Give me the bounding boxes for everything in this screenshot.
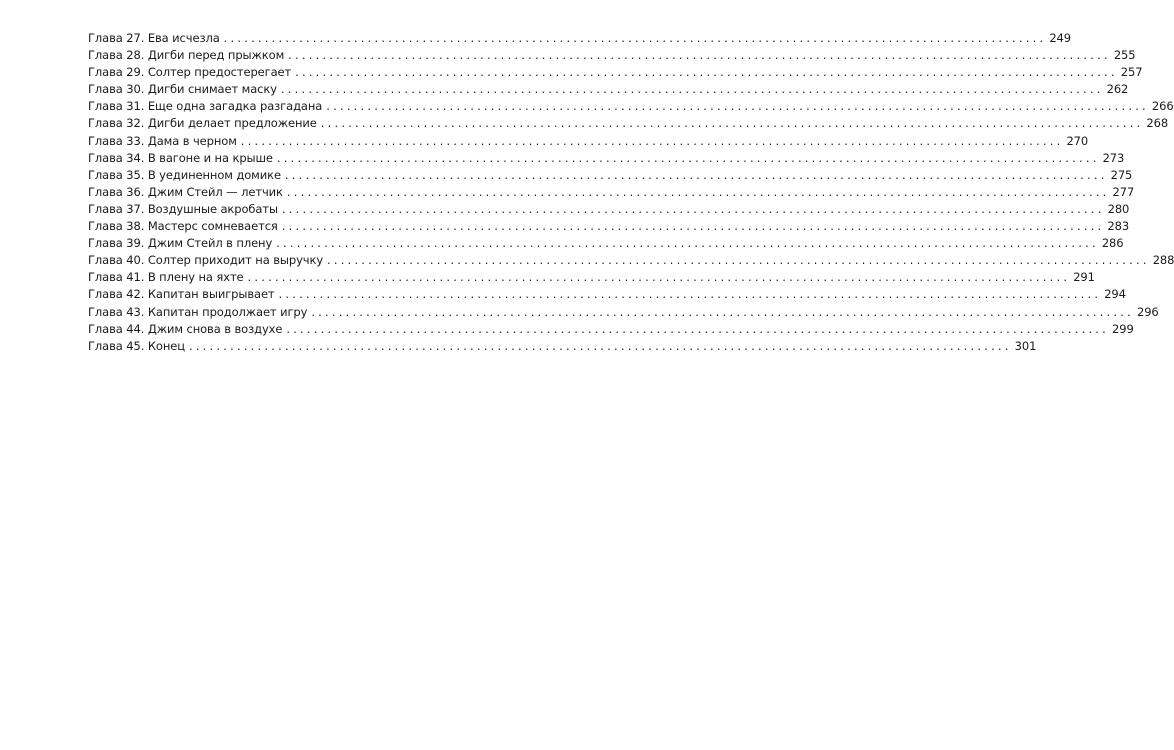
toc-entry-page: 266 xyxy=(1151,99,1174,114)
toc-entry xyxy=(88,269,1095,286)
toc-entry-page: 286 xyxy=(1101,236,1124,251)
toc-entry-title: Глава 42. Капитан выигрывает xyxy=(88,287,275,302)
toc-entry-title: Глава 33. Дама в черном xyxy=(88,133,237,148)
toc-entry-title: Глава 37. Воздушные акробаты xyxy=(88,201,278,216)
toc-leader-dots: ........................................................................................................................ xyxy=(278,287,1102,302)
toc-leader-dots: ........................................................................................................................ xyxy=(326,99,1149,114)
toc-entry-title: Глава 27. Ева исчезла xyxy=(88,31,220,45)
toc-entry xyxy=(88,184,1135,201)
toc-entry-page: 294 xyxy=(1104,287,1126,302)
toc-entry-page: 262 xyxy=(1106,82,1129,97)
toc-leader-dots: ........................................................................................................................ xyxy=(188,338,1012,353)
toc-entry-page: 273 xyxy=(1102,150,1125,165)
toc-entry xyxy=(88,98,1174,115)
toc-leader-dots: ........................................................................................................................ xyxy=(240,133,1064,148)
toc-entry xyxy=(88,304,1159,321)
toc-entry-title: Глава 43. Капитан продолжает игру xyxy=(88,304,308,319)
toc-entry-page: 301 xyxy=(1014,338,1037,353)
toc-entry-title: Глава 38. Мастерс сомневается xyxy=(88,219,278,234)
toc-entry xyxy=(88,30,1071,47)
toc-entry-title: Глава 34. В вагоне и на крыше xyxy=(88,150,273,165)
toc-entry-title: Глава 31. Еще одна загадка разгадана xyxy=(88,99,323,114)
toc-entry-title: Глава 29. Солтер предостерегает xyxy=(88,65,292,80)
toc-entry-page: 257 xyxy=(1120,65,1143,80)
toc-leader-dots: ........................................................................................................................ xyxy=(295,65,1118,80)
toc-entry-page: 288 xyxy=(1152,253,1174,268)
toc-leader-dots: ........................................................................................................................ xyxy=(320,116,1144,131)
toc-entry-page: 268 xyxy=(1146,116,1169,131)
toc-entry-page: 283 xyxy=(1107,219,1130,234)
toc-entry xyxy=(88,218,1130,235)
toc-entry-page: 275 xyxy=(1110,167,1133,182)
toc-entry-page: 280 xyxy=(1107,201,1130,216)
toc-leader-dots: ........................................................................................................................ xyxy=(311,304,1134,319)
toc-entry-title: Глава 32. Дигби делает предложение xyxy=(88,116,317,131)
toc-entry xyxy=(88,133,1089,150)
toc-entry xyxy=(88,150,1125,167)
toc-entry-title: Глава 41. В плену на яхте xyxy=(88,270,244,285)
toc-leader-dots: ........................................................................................................................ xyxy=(286,184,1110,199)
toc-entry xyxy=(88,235,1124,252)
toc-entry-page: 296 xyxy=(1136,304,1159,319)
toc-leader-dots: ........................................................................................................................ xyxy=(286,321,1110,336)
toc-entry xyxy=(88,81,1129,98)
toc-entry-page: 270 xyxy=(1066,133,1089,148)
toc-entry xyxy=(88,286,1126,303)
toc-entry xyxy=(88,252,1174,269)
toc-entry-title: Глава 40. Солтер приходит на выручку xyxy=(88,253,324,268)
toc-entry-title: Глава 35. В уединенном домике xyxy=(88,167,281,182)
toc-entry xyxy=(88,64,1143,81)
toc-entry xyxy=(88,115,1169,132)
toc-leader-dots: ........................................................................................................................ xyxy=(327,253,1150,268)
toc-entry-title: Глава 39. Джим Стейл в плену xyxy=(88,236,273,251)
toc-entry-title: Глава 44. Джим снова в воздухе xyxy=(88,321,283,336)
toc-entry xyxy=(88,201,1130,218)
toc-leader-dots: ........................................................................................................................ xyxy=(284,167,1108,182)
toc-leader-dots: ........................................................................................................................ xyxy=(247,270,1071,285)
toc-entry-page: 299 xyxy=(1112,321,1134,336)
toc-leader-dots: ........................................................................................................................ xyxy=(288,48,1111,63)
toc-leader-dots: ........................................................................................................................ xyxy=(280,82,1104,97)
toc-entry-title: Глава 36. Джим Стейл — летчик xyxy=(88,184,283,199)
table-of-contents xyxy=(88,30,1174,355)
toc-leader-dots: ........................................................................................................................ xyxy=(281,201,1105,216)
toc-entry-title: Глава 30. Дигби снимает маску xyxy=(88,82,277,97)
toc-entry-title: Глава 45. Конец xyxy=(88,338,185,353)
toc-leader-dots: ........................................................................................................................ xyxy=(223,31,1047,45)
toc-entry-page: 255 xyxy=(1113,48,1136,63)
toc-entry-page: 291 xyxy=(1073,270,1095,285)
toc-entry xyxy=(88,47,1136,64)
toc-entry-page: 249 xyxy=(1049,31,1071,45)
toc-entry xyxy=(88,321,1134,338)
toc-leader-dots: ........................................................................................................................ xyxy=(276,236,1099,251)
toc-leader-dots: ........................................................................................................................ xyxy=(281,219,1105,234)
toc-entry xyxy=(88,167,1133,184)
toc-entry-page: 277 xyxy=(1112,184,1135,199)
toc-entry xyxy=(88,338,1037,355)
toc-entry-title: Глава 28. Дигби перед прыжком xyxy=(88,48,285,63)
toc-leader-dots: ........................................................................................................................ xyxy=(276,150,1100,165)
